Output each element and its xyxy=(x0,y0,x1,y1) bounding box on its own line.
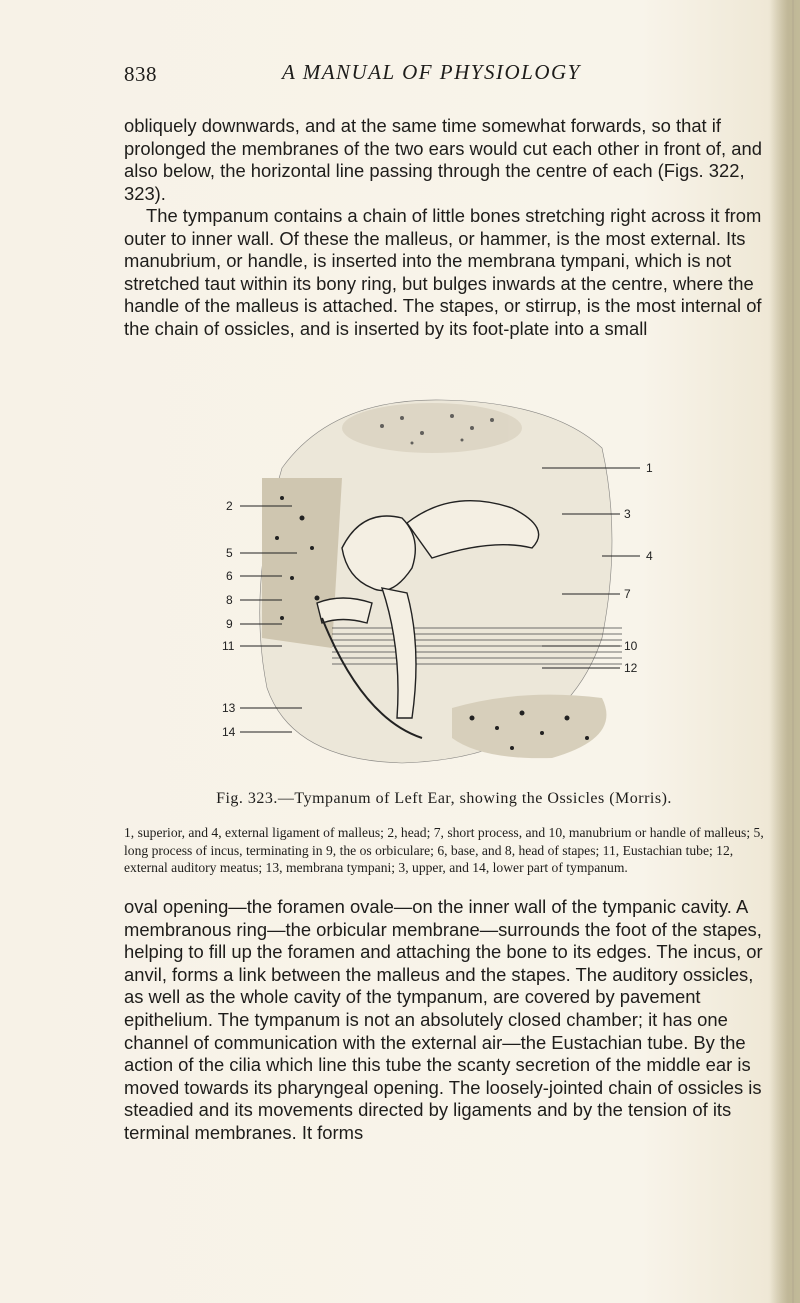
paragraph-top-text: obliquely downwards, and at the same time somewhat forwards, so that if prolonged the membranes of the two ears would cut each other in front of, and also below, the horizontal line passing through the centre of each (Figs. 322, 323). xyxy=(124,115,762,204)
page-edge-shadow xyxy=(770,0,800,1303)
page-edge-line xyxy=(792,0,794,1303)
label-3: 3 xyxy=(624,507,631,521)
paragraph-top xyxy=(124,115,764,205)
label-5: 5 xyxy=(226,546,233,560)
page-header xyxy=(124,60,740,90)
paragraph-bottom xyxy=(124,896,764,1145)
figure-legend: 1, superior, and 4, external ligament of malleus; 2, head; 7, short process, and 10, manubrium or handle of malleus; 5, long process of incus, terminating in 9, the os orbiculare; 6, base, and 8, head of stapes; 11, Eustachian tube; 12, external auditory meatus; 13, membrana tympani; 3, upper, and 14, lower part of tympanum. xyxy=(124,825,764,876)
label-14: 14 xyxy=(222,725,236,739)
label-1: 1 xyxy=(646,461,653,475)
tympanum-illustration xyxy=(222,388,662,768)
label-12: 12 xyxy=(624,661,638,675)
figure-tympanum xyxy=(222,388,662,768)
running-head: A MANUAL OF PHYSIOLOGY xyxy=(282,60,581,84)
page-number: 838 xyxy=(124,62,157,86)
label-2: 2 xyxy=(226,499,233,513)
label-6: 6 xyxy=(226,569,233,583)
label-8: 8 xyxy=(226,593,233,607)
paragraph-bottom-text: oval opening—the foramen ovale—on the inner wall of the tympanic cavity. A membranous ring—the orbicular membrane—surrounds the foot of the stapes, helping to fill up the foramen and attaching the bone to its edges. The incus, or anvil, forms a link between the malleus and the stapes. The auditory ossicles, as well as the whole cavity of the tympanum, are covered by pavement epithelium. The tympanum is not an absolutely closed chamber; it has one channel of communication with the external air—the Eustachian tube. By the action of the cilia which line this tube the scanty secretion of the middle ear is moved towards its pharyngeal opening. The loosely-jointed chain of ossicles is steadied and its movements directed by ligaments and by the tension of its terminal membranes. It forms xyxy=(124,896,763,1143)
paragraph-top-2 xyxy=(124,205,764,341)
label-10: 10 xyxy=(624,639,638,653)
paragraph-top-2-text: The tympanum contains a chain of little bones stretching right across it from outer to inner wall. Of these the malleus, or hammer, is the most external. Its manubrium, or handle, is inserted into the membrana tympani, which is not stretched taut within its bony ring, but bulges inwards at the centre, where the handle of the malleus is attached. The stapes, or stirrup, is the most internal of the chain of ossicles, and is inserted by its foot-plate into a small xyxy=(124,205,762,339)
label-13: 13 xyxy=(222,701,236,715)
label-7: 7 xyxy=(624,587,631,601)
label-4: 4 xyxy=(646,549,653,563)
label-9: 9 xyxy=(226,617,233,631)
label-11: 11 xyxy=(222,639,235,653)
figure-caption: Fig. 323.—Tympanum of Left Ear, showing the Ossicles (Morris). xyxy=(216,790,672,807)
